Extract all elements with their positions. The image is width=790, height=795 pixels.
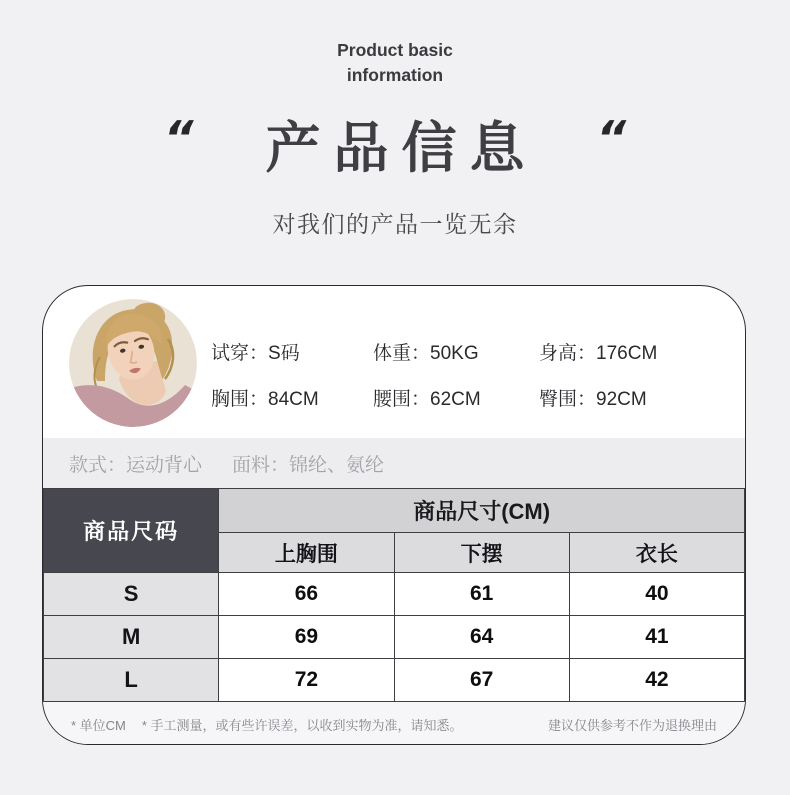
measurement-value: S码 [268,343,300,364]
size-value: 72 [219,659,394,702]
footnotes [43,702,745,745]
measurement-label: 体重： [373,343,431,364]
measurement-height [539,338,657,365]
measurement-label: 臀围： [539,389,597,410]
model-measurements [211,338,657,411]
style-fabric-bar [43,438,745,488]
style-label: 款式： [69,454,127,476]
size-value: 66 [219,573,394,616]
style-value: 运动背心 [126,454,203,476]
model-photo-illustration [69,299,197,427]
footnote-unit: * 单位CM [71,718,126,733]
size-row-l [44,659,745,702]
fabric-label: 面料： [232,454,290,476]
page-subtitle: 对我们的产品一览无余 [272,211,518,237]
page-title: 产品信息 [265,116,538,179]
measurement-value: 84CM [268,389,319,410]
size-chart-table [43,488,745,702]
eyebrow-line2: information [346,65,444,85]
measurement-value: 176CM [596,343,658,364]
size-value: 42 [569,659,744,702]
eyebrow-line1: Product basic [337,40,453,60]
measurement-label: 胸围： [211,389,269,410]
product-info-card [42,285,746,745]
column-header-length: 衣长 [569,533,744,573]
measurement-label: 身高： [539,343,597,364]
open-quote-mark: “ [163,111,194,165]
measurement-waist [373,384,539,411]
footnote-left [71,715,463,734]
footnote-right: 建议仅供参考不作为退换理由 [547,718,717,733]
column-header-hem: 下摆 [394,533,569,573]
size-label: L [44,659,219,702]
dimensions-group-header: 商品尺寸(CM) [219,489,745,533]
size-value: 69 [219,616,394,659]
column-header-upper-bust: 上胸围 [219,533,394,573]
measurement-fit [211,338,373,365]
footnote-measure: * 手工测量，或有些许误差，以收到实物为准，请知悉。 [141,718,463,733]
model-profile-section [43,286,745,438]
size-value: 67 [394,659,569,702]
measurement-hip [539,384,657,411]
eyebrow-title [0,38,790,88]
close-quote-mark: “ [596,111,627,165]
measurement-value: 62CM [430,389,481,410]
size-value: 61 [394,573,569,616]
measurement-label: 试穿： [211,343,269,364]
size-value: 41 [569,616,744,659]
size-value: 64 [394,616,569,659]
measurement-label: 腰围： [373,389,431,410]
fabric-item [232,450,384,477]
size-label: S [44,573,219,616]
fabric-value: 锦纶、氨纶 [289,454,385,476]
title-row [0,110,790,186]
model-photo [69,299,197,427]
size-value: 40 [569,573,744,616]
measurement-weight [373,338,539,365]
size-label: M [44,616,219,659]
size-row-s [44,573,745,616]
measurement-value: 50KG [430,343,479,364]
size-row-m [44,616,745,659]
measurement-value: 92CM [596,389,647,410]
style-item [69,450,202,477]
size-column-header: 商品尺码 [44,489,219,573]
measurement-bust [211,384,373,411]
